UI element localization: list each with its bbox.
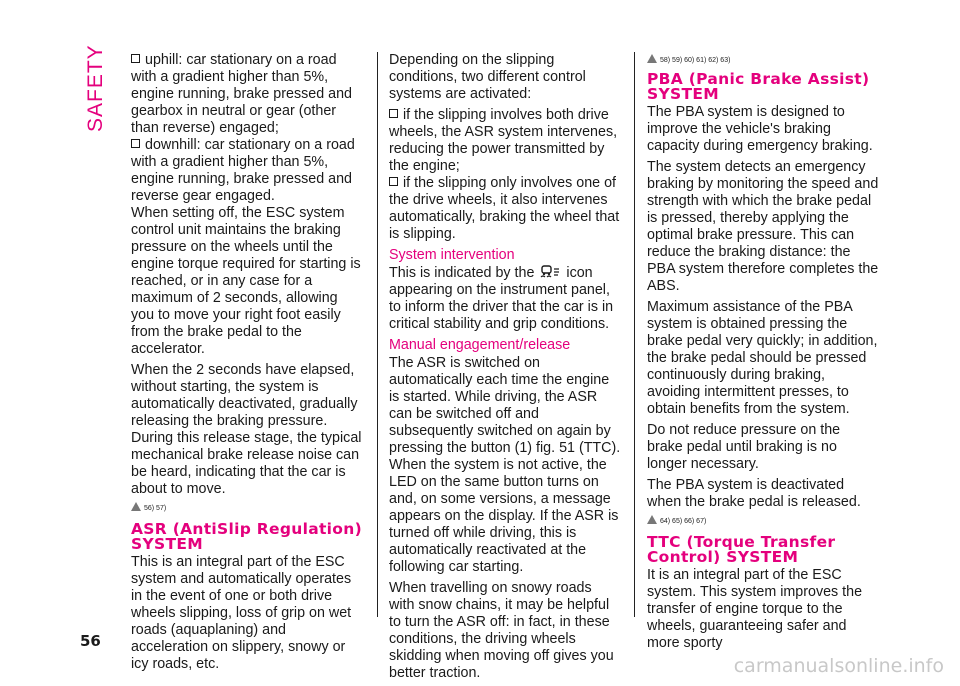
warning-refs	[647, 515, 879, 527]
paragraph: It is an integral part of the ESC system. This system improves the transfer of engine torque to the wheels, guaranteeing safer and more sporty	[647, 567, 863, 651]
esc-skid-car-icon	[538, 265, 562, 279]
section-title: SAFETY	[84, 44, 107, 132]
list-item	[389, 107, 621, 175]
paragraph: When setting off, the ESC system control unit maintains the braking pressure on the wheels until the engine torque required for starting is reached, or in any case for a maximum of 2 seconds, allowing you to move your right foot easily from the brake pedal to the accelerator.	[131, 205, 361, 357]
paragraph: When the 2 seconds have elapsed, without starting, the system is automatically deactivated, gradually releasing the braking pressure.	[131, 362, 358, 429]
bullet-square-icon	[389, 109, 398, 118]
paragraph	[389, 265, 621, 333]
list-item	[389, 175, 621, 243]
paragraph: When travelling on snowy roads with snow chains, it may be helpful to turn the ASR off: in fact, in these conditions, the driving wheels skidding when moving off gives you better traction.	[389, 580, 614, 681]
column-divider	[377, 52, 378, 617]
warning-refs-text: 56) 57)	[144, 505, 167, 512]
list-item	[131, 52, 363, 137]
paragraph: The ASR is switched on automatically each time the engine is started. While driving, the ASR can be switched off and subsequently switched on again by pressing the button (1) fig. 51 (TTC). When the system is not active, the LED on the same button turns on and, on some versions, a message appears on the display. If the ASR is turned off while driving, this is automatically reactivated at the following car starting.	[389, 355, 621, 575]
paragraph: Depending on the slipping conditions, two different control systems are activated:	[389, 52, 586, 102]
warning-icon	[131, 502, 141, 511]
warning-refs	[647, 54, 879, 66]
list-item-text: downhill: car stationary on a road with a gradient higher than 5%, engine running, brake pressed and reverse gear engaged.	[131, 137, 355, 204]
column-middle	[389, 52, 621, 686]
paragraph-text: icon appearing on the instrument panel, to inform the driver that the car is in critical stability and grip conditions.	[389, 265, 614, 332]
warning-refs-text: 64) 65) 66) 67)	[660, 518, 707, 525]
warning-icon	[647, 54, 657, 63]
paragraph: Maximum assistance of the PBA system is obtained pressing the brake pedal very quickly; in addition, the brake pedal should be pressed continuously during braking, avoiding intermittent presses, to obtain benefits from the system.	[647, 299, 878, 417]
paragraph: The system detects an emergency braking by monitoring the speed and strength with which the brake pedal is pressed, thereby applying the optimal brake pressure. This can reduce the braking distance: the PBA system therefore completes the ABS.	[647, 159, 879, 294]
warning-refs	[131, 502, 363, 514]
section-heading: ASR (AntiSlip Regulation) SYSTEM	[131, 520, 362, 553]
bullet-square-icon	[131, 54, 140, 63]
bullet-square-icon	[131, 139, 140, 148]
paragraph: The PBA system is deactivated when the brake pedal is released.	[647, 477, 861, 510]
warning-icon	[647, 515, 657, 524]
section-heading: TTC (Torque Transfer Control) SYSTEM	[647, 533, 836, 566]
column-divider	[634, 52, 635, 617]
subheading: Manual engagement/release	[389, 337, 571, 353]
column-left	[131, 52, 363, 677]
list-item-text: if the slipping only involves one of the drive wheels, it also intervenes automatically, braking the wheel that is slipping.	[389, 175, 620, 242]
paragraph: During this release stage, the typical mechanical brake release noise can be heard, indicating that the car is about to move.	[131, 430, 362, 497]
list-item	[131, 137, 363, 205]
list-item-text: uphill: car stationary on a road with a gradient higher than 5%, engine running, brake pressed and gearbox in neutral or gear (other than reverse) engaged;	[131, 52, 352, 136]
page-number: 56	[80, 632, 101, 650]
warning-refs-text: 58) 59) 60) 61) 62) 63)	[660, 57, 731, 64]
paragraph-text: This is indicated by the	[389, 265, 535, 281]
section-heading: PBA (Panic Brake Assist) SYSTEM	[647, 70, 870, 103]
paragraph: Do not reduce pressure on the brake pedal until braking is no longer necessary.	[647, 422, 841, 472]
bullet-square-icon	[389, 177, 398, 186]
paragraph: The PBA system is designed to improve the vehicle's braking capacity during emergency braking.	[647, 104, 873, 154]
watermark: carmanualsonline.info	[733, 655, 944, 677]
paragraph: This is an integral part of the ESC system and automatically operates in the event of one or both drive wheels slipping, loss of grip on wet roads (aquaplaning) and acceleration on slippery, snowy or icy roads, etc.	[131, 554, 352, 672]
subheading: System intervention	[389, 247, 515, 263]
list-item-text: if the slipping involves both drive wheels, the ASR system intervenes, reducing the power transmitted by the engine;	[389, 107, 618, 174]
column-right	[647, 52, 879, 656]
